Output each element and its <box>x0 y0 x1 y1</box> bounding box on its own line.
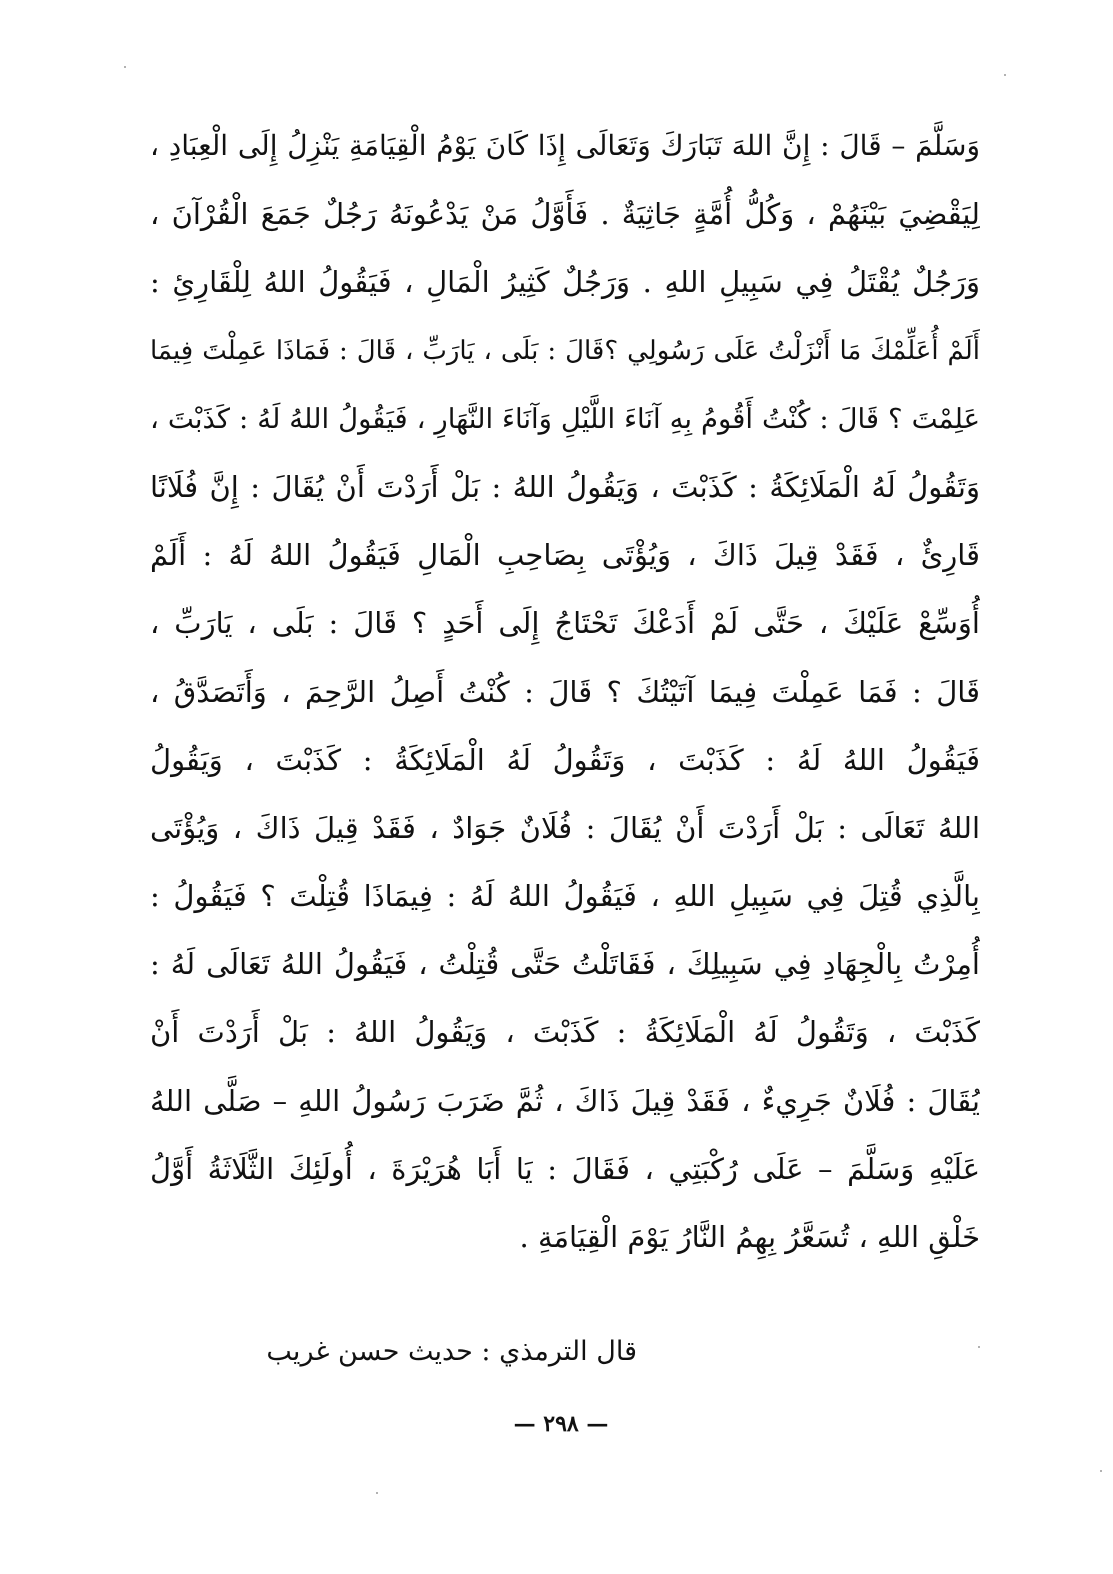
text-line: وَرَجُلٌ يُقْتَلُ فِي سَبِيلِ اللهِ . وَرَجُلٌ كَثِيرُ الْمَالِ ، فَيَقُولُ اللهُ لِلْقَارِئِ : <box>150 265 980 300</box>
text-line: بِالَّذِي قُتِلَ فِي سَبِيلِ اللهِ ، فَيَقُولُ اللهُ لَهُ : فِيمَاذَا قُتِلْتَ ؟ فَيَقُولُ : <box>150 879 980 914</box>
text-line: أُوَسِّعْ عَلَيْكَ ، حَتَّى لَمْ أَدَعْكَ تَحْتَاجُ إِلَى أَحَدٍ ؟ قَالَ : بَلَى ، يَارَبِّ ، <box>150 606 980 641</box>
text-line: عَلَيْهِ وَسَلَّمَ – عَلَى رُكْبَتِي ، فَقَالَ : يَا أَبَا هُرَيْرَةَ ، أُولَئِكَ الثَّلَاثَةُ أَوَّلُ <box>150 1151 980 1186</box>
scan-speck <box>124 66 126 68</box>
scan-speck <box>376 1492 378 1494</box>
text-line: فَيَقُولُ اللهُ لَهُ : كَذَبْتَ ، وَتَقُولُ لَهُ الْمَلَائِكَةُ : كَذَبْتَ ، وَيَقُولُ <box>150 742 980 777</box>
scan-speck <box>1100 1470 1102 1472</box>
source-note: قال الترمذي : حديث حسن غريب <box>266 1336 637 1367</box>
page-number: — ٢٩٨ — <box>513 1411 609 1437</box>
text-line: أُمِرْتُ بِالْجِهَادِ فِي سَبِيلِكَ ، فَقَاتَلْتُ حَتَّى قُتِلْتُ ، فَيَقُولُ اللهُ تَعَالَى لَهُ : <box>150 947 980 982</box>
text-line: قَالَ : فَمَا عَمِلْتَ فِيمَا آتَيْتُكَ ؟ قَالَ : كُنْتُ أَصِلُ الرَّحِمَ ، وَأَتَصَدَّقُ ، <box>150 674 980 709</box>
scan-speck <box>978 1346 980 1348</box>
hadith-text <box>150 112 980 1271</box>
text-line: يُقَالَ : فُلَانٌ جَرِيءٌ ، فَقَدْ قِيلَ ذَاكَ ، ثُمَّ ضَرَبَ رَسُولُ اللهِ – صَلَّى اللهُ <box>150 1083 980 1118</box>
text-line: قَارِئٌ ، فَقَدْ قِيلَ ذَاكَ ، وَيُؤْتَى بِصَاحِبِ الْمَالِ فَيَقُولُ اللهُ لَهُ : أَلَمْ <box>150 538 980 573</box>
text-line: كَذَبْتَ ، وَتَقُولُ لَهُ الْمَلَائِكَةُ : كَذَبْتَ ، وَيَقُولُ اللهُ : بَلْ أَرَدْتَ أَنْ <box>150 1015 980 1050</box>
text-line: خَلْقِ اللهِ ، تُسَعَّرُ بِهِمُ النَّارُ يَوْمَ الْقِيَامَةِ . <box>519 1220 980 1254</box>
text-line: لِيَقْضِيَ بَيْنَهُمْ ، وَكُلُّ أُمَّةٍ جَاثِيَةٌ . فَأَوَّلُ مَنْ يَدْعُونَهُ رَجُلٌ جَمَعَ الْقُرْآنَ ، <box>150 197 980 232</box>
text-line: عَلِمْتَ ؟ قَالَ : كُنْتُ أَقُومُ بِهِ آنَاءَ اللَّيْلِ وَآنَاءَ النَّهَارِ ، فَيَقُولُ اللهُ لَهُ : كَذَبْتَ ، <box>150 402 980 435</box>
text-line: أَلَمْ أُعَلِّمْكَ مَا أَنْزَلْتُ عَلَى رَسُولِي ؟قَالَ : بَلَى ، يَارَبِّ ، قَالَ : فَمَاذَا عَمِلْتَ فِيمَا <box>150 335 980 366</box>
text-line: وَسَلَّمَ – قَالَ : إِنَّ اللهَ تَبَارَكَ وَتَعَالَى إِذَا كَانَ يَوْمُ الْقِيَامَةِ يَنْزِلُ إِلَى الْعِبَادِ ، <box>150 129 980 162</box>
text-line: اللهُ تَعَالَى : بَلْ أَرَدْتَ أَنْ يُقَالَ : فُلَانٌ جَوَادٌ ، فَقَدْ قِيلَ ذَاكَ ، وَيُؤْتَى <box>150 810 980 845</box>
text-line: وَتَقُولُ لَهُ الْمَلَائِكَةُ : كَذَبْتَ ، وَيَقُولُ اللهُ : بَلْ أَرَدْتَ أَنْ يُقَالَ : إِنَّ فُلَانًا <box>150 469 980 504</box>
scan-speck <box>1004 74 1006 76</box>
